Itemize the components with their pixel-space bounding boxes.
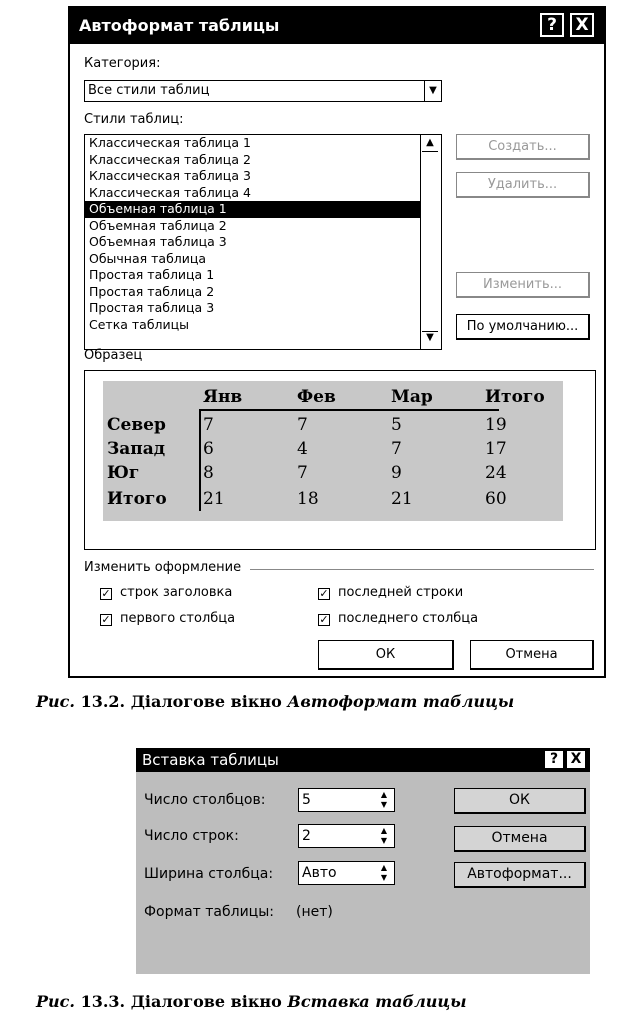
rows-value: 2	[302, 828, 311, 844]
caption-text: Діалогове вікно	[130, 692, 282, 711]
dialog-title-bar	[136, 748, 590, 772]
header-rows-label: строк заголовка	[120, 585, 233, 600]
list-item[interactable]: Обычная таблица	[89, 250, 207, 266]
cancel-button[interactable]: Отмена	[470, 640, 594, 670]
sample-row-header: Юг	[107, 463, 140, 483]
sample-cell: 7	[297, 415, 308, 435]
sample-cell: 19	[485, 415, 507, 435]
apply-label: Изменить оформление	[84, 560, 247, 575]
sample-header-cell: Мар	[391, 387, 433, 407]
figure-caption-2	[36, 992, 467, 1011]
column-width-stepper[interactable]	[298, 861, 395, 885]
close-button[interactable]: X	[566, 750, 586, 769]
ok-button[interactable]: ОК	[318, 640, 454, 670]
sample-cell: 4	[297, 439, 308, 459]
header-rows-checkbox[interactable]: ✓	[101, 587, 111, 600]
last-column-label: последнего столбца	[338, 611, 479, 626]
scroll-up-icon[interactable]: ▲	[422, 137, 438, 152]
sample-column-rule	[199, 409, 201, 511]
list-item[interactable]: Классическая таблица 4	[89, 184, 251, 200]
first-column-label: первого столбца	[120, 611, 236, 626]
list-item[interactable]: Сетка таблицы	[89, 316, 190, 332]
scroll-down-icon[interactable]: ▼	[422, 331, 438, 346]
column-width-value: Авто	[302, 865, 337, 881]
sample-header-cell: Итого	[485, 387, 545, 407]
help-button[interactable]: ?	[540, 13, 564, 37]
list-item[interactable]: Классическая таблица 2	[89, 151, 251, 167]
groupbox-line	[250, 569, 594, 570]
caption-prefix: Рис.	[36, 692, 75, 711]
sample-label: Образец	[84, 348, 143, 363]
modify-button[interactable]: Изменить...	[456, 272, 590, 298]
list-item[interactable]: Классическая таблица 1	[89, 135, 251, 150]
columns-label: Число столбцов:	[144, 792, 266, 808]
sample-cell: 17	[485, 439, 507, 459]
columns-stepper[interactable]	[298, 788, 395, 812]
sample-header-cell: Фев	[297, 387, 336, 407]
sample-cell: 7	[203, 415, 214, 435]
figure-caption-1	[36, 692, 514, 711]
rows-label: Число строк:	[144, 828, 239, 844]
sample-preview	[84, 370, 596, 550]
autoformat-dialog	[68, 6, 606, 678]
category-label: Категория:	[84, 56, 161, 71]
list-item[interactable]: Классическая таблица 3	[89, 168, 251, 183]
caption-name: Автоформат таблицы	[287, 692, 515, 711]
table-format-label: Формат таблицы:	[144, 904, 274, 920]
ok-button[interactable]: ОК	[454, 788, 586, 814]
spin-arrows-icon[interactable]: ▲ ▼	[380, 826, 388, 845]
help-button[interactable]: ?	[544, 750, 564, 769]
list-item[interactable]: Простая таблица 3	[89, 300, 215, 315]
sample-header-cell: Янв	[203, 387, 243, 407]
sample-cell: 7	[297, 463, 308, 483]
rows-stepper[interactable]	[298, 824, 395, 848]
insert-table-dialog	[136, 748, 590, 974]
caption-name: Вставка таблицы	[287, 992, 467, 1011]
sample-row-header: Итого	[107, 489, 167, 509]
list-item-selected[interactable]: Объемная таблица 1	[85, 201, 441, 218]
caption-number: 13.3.	[80, 992, 126, 1011]
dialog-title-bar	[70, 8, 604, 44]
last-row-label: последней строки	[338, 585, 464, 600]
list-scrollbar[interactable]	[420, 135, 441, 349]
autoformat-button[interactable]: Автоформат...	[454, 862, 586, 888]
list-item[interactable]: Простая таблица 2	[89, 283, 215, 299]
sample-row-header: Север	[107, 415, 166, 435]
styles-label: Стили таблиц:	[84, 112, 184, 127]
first-column-checkbox[interactable]: ✓	[101, 613, 111, 626]
last-row-checkbox[interactable]: ✓	[319, 587, 329, 600]
caption-number: 13.2.	[80, 692, 126, 711]
column-width-label: Ширина столбца:	[144, 866, 274, 882]
sample-cell: 5	[391, 415, 402, 435]
list-item[interactable]: Объемная таблица 3	[89, 234, 227, 249]
create-button[interactable]: Создать...	[456, 134, 590, 160]
sample-cell: 21	[391, 489, 413, 509]
category-value: Все стили таблиц	[88, 83, 210, 98]
delete-button[interactable]: Удалить...	[456, 172, 590, 198]
close-button[interactable]: X	[570, 13, 594, 37]
caption-text: Діалогове вікно	[130, 992, 282, 1011]
sample-cell: 21	[203, 489, 225, 509]
last-column-checkbox[interactable]: ✓	[319, 613, 329, 626]
styles-list[interactable]	[84, 134, 442, 350]
chevron-down-icon[interactable]: ▼	[424, 81, 441, 101]
list-item[interactable]: Простая таблица 1	[89, 267, 215, 282]
caption-prefix: Рис.	[36, 992, 75, 1011]
cancel-button[interactable]: Отмена	[454, 826, 586, 852]
sample-cell: 60	[485, 489, 507, 509]
category-select[interactable]	[84, 80, 442, 102]
default-button[interactable]: По умолчанию...	[456, 314, 590, 340]
sample-cell: 8	[203, 463, 214, 483]
list-item[interactable]: Объемная таблица 2	[89, 217, 227, 233]
sample-cell: 9	[391, 463, 402, 483]
spin-arrows-icon[interactable]: ▲ ▼	[380, 790, 388, 809]
columns-value: 5	[302, 792, 311, 808]
sample-cell: 24	[485, 463, 507, 483]
table-format-value: (нет)	[296, 904, 333, 920]
sample-cell: 7	[391, 439, 402, 459]
sample-row-header: Запад	[107, 439, 166, 459]
sample-header-rule	[199, 409, 499, 411]
dialog-title: Вставка таблицы	[142, 751, 279, 769]
sample-cell: 18	[297, 489, 319, 509]
spin-arrows-icon[interactable]: ▲ ▼	[380, 863, 388, 882]
dialog-title: Автоформат таблицы	[79, 16, 280, 35]
sample-cell: 6	[203, 439, 214, 459]
